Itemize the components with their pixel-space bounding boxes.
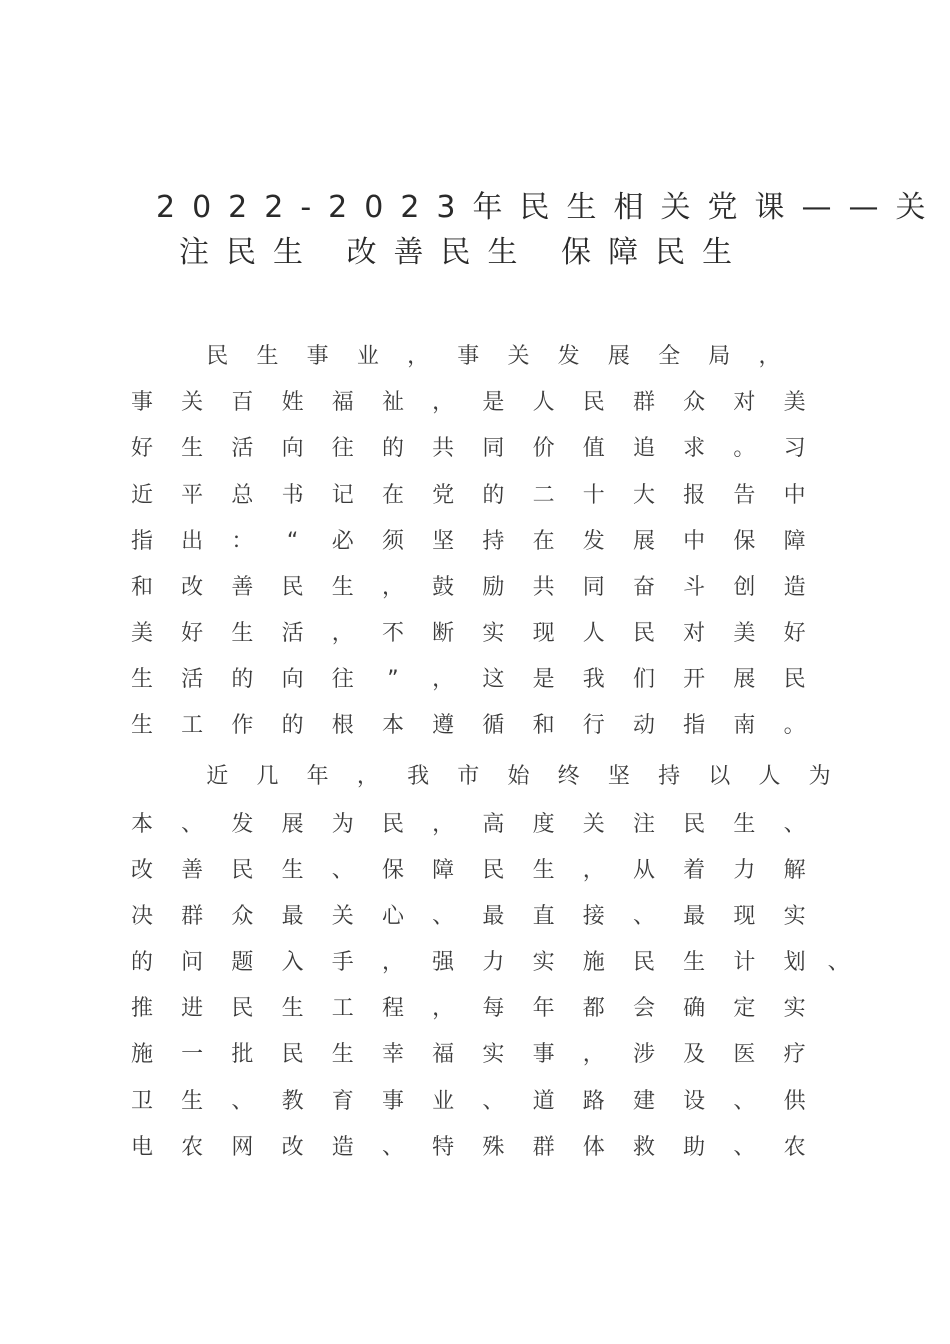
- text-char: 党: [432, 483, 455, 508]
- text-char: 持: [658, 764, 681, 789]
- text-char: 每: [482, 996, 505, 1021]
- text-char: 、: [381, 1135, 404, 1160]
- text-char: 、: [733, 1135, 756, 1160]
- text-char: 教: [281, 1089, 304, 1114]
- text-char: 事: [532, 1042, 555, 1067]
- text-char: 展: [281, 812, 304, 837]
- text-char: 、: [482, 1089, 505, 1114]
- text-char: 断: [432, 621, 455, 646]
- text-char: 中: [683, 529, 706, 554]
- text-char: 的: [381, 436, 404, 461]
- text-char: 现: [733, 904, 756, 929]
- text-char: 路: [582, 1089, 605, 1114]
- text-char: 题: [231, 950, 254, 975]
- text-char: 生: [231, 621, 254, 646]
- text-char: 往: [331, 667, 354, 692]
- text-char: 、: [432, 904, 455, 929]
- text-char: ，: [432, 390, 455, 415]
- text-char: 事: [457, 344, 480, 369]
- text-char: ，: [582, 1042, 605, 1067]
- text-char: 保: [733, 529, 756, 554]
- text-char: 改: [181, 575, 204, 600]
- text-char: 程: [381, 996, 404, 1021]
- text-char: 业: [432, 1089, 455, 1114]
- document-title-line-2: 注民生 改善民生 保障民生: [179, 235, 750, 270]
- text-char: 生: [331, 575, 354, 600]
- text-char: 共: [432, 436, 455, 461]
- text-char: 必: [331, 529, 354, 554]
- text-char: 求: [683, 436, 706, 461]
- text-char: 涉: [632, 1042, 655, 1067]
- text-char: 生: [733, 812, 756, 837]
- text-char: 美: [783, 390, 806, 415]
- text-char: 实: [783, 904, 806, 929]
- text-char: 手: [331, 950, 354, 975]
- text-char: 善: [181, 858, 204, 883]
- text-char: ，: [432, 996, 455, 1021]
- text-char: 。: [733, 436, 756, 461]
- text-char: 向: [281, 667, 304, 692]
- text-char: 幸: [381, 1042, 404, 1067]
- text-char: 近: [206, 764, 229, 789]
- text-char: 同: [482, 436, 505, 461]
- text-char: 好: [130, 436, 153, 461]
- text-char: 活: [181, 667, 204, 692]
- text-char: 生: [532, 858, 555, 883]
- text-char: 施: [582, 950, 605, 975]
- text-char: 最: [281, 904, 304, 929]
- text-char: 计: [733, 950, 756, 975]
- text-char: 们: [632, 667, 655, 692]
- text-char: 最: [482, 904, 505, 929]
- text-char: 民: [632, 621, 655, 646]
- text-char: 实: [532, 950, 555, 975]
- text-char: 南: [733, 713, 756, 738]
- text-char: 的: [231, 667, 254, 692]
- text-char: 好: [783, 621, 806, 646]
- text-char: 年: [306, 764, 329, 789]
- text-char: 几: [256, 764, 279, 789]
- text-char: 事: [381, 1089, 404, 1114]
- text-char: 对: [733, 390, 756, 415]
- text-char: 从: [632, 858, 655, 883]
- text-char: 本: [381, 713, 404, 738]
- text-char: 医: [733, 1042, 756, 1067]
- text-char: 现: [532, 621, 555, 646]
- text-char: 遵: [432, 713, 455, 738]
- text-char: 助: [683, 1135, 706, 1160]
- text-char: 书: [281, 483, 304, 508]
- text-char: 值: [582, 436, 605, 461]
- text-char: 高: [482, 812, 505, 837]
- text-char: 民: [582, 390, 605, 415]
- text-char: 祉: [381, 390, 404, 415]
- text-char: 民: [632, 950, 655, 975]
- text-char: 批: [231, 1042, 254, 1067]
- text-char: 建: [632, 1089, 655, 1114]
- text-char: 救: [632, 1135, 655, 1160]
- text-char: 、: [231, 1089, 254, 1114]
- text-char: 斗: [683, 575, 706, 600]
- text-char: 坚: [432, 529, 455, 554]
- text-char: 好: [181, 621, 204, 646]
- text-char: 的: [482, 483, 505, 508]
- text-char: 二: [532, 483, 555, 508]
- text-char: 民: [783, 667, 806, 692]
- text-char: “: [286, 529, 299, 554]
- text-char: 强: [432, 950, 455, 975]
- text-char: 度: [532, 812, 555, 837]
- text-char: 往: [331, 436, 354, 461]
- text-char: 保: [381, 858, 404, 883]
- text-char: 生: [181, 1089, 204, 1114]
- text-char: 在: [532, 529, 555, 554]
- text-char: 网: [231, 1135, 254, 1160]
- text-char: 生: [256, 344, 279, 369]
- text-char: 展: [607, 344, 630, 369]
- text-char: 发: [582, 529, 605, 554]
- text-char: 入: [281, 950, 304, 975]
- text-char: 十: [582, 483, 605, 508]
- text-char: 着: [683, 858, 706, 883]
- text-char: 同: [582, 575, 605, 600]
- text-char: 会: [632, 996, 655, 1021]
- text-char: 工: [331, 996, 354, 1021]
- text-char: 确: [683, 996, 706, 1021]
- text-char: 关: [181, 390, 204, 415]
- text-char: 展: [733, 667, 756, 692]
- text-char: 百: [231, 390, 254, 415]
- text-char: 、: [632, 904, 655, 929]
- text-char: 定: [733, 996, 756, 1021]
- text-char: 群: [532, 1135, 555, 1160]
- text-char: 关: [507, 344, 530, 369]
- text-char: 习: [783, 436, 806, 461]
- text-char: 、: [181, 812, 204, 837]
- text-char: 局: [708, 344, 731, 369]
- text-char: ”: [387, 667, 399, 692]
- text-char: 人: [758, 764, 781, 789]
- text-char: 民: [381, 812, 404, 837]
- text-char: 坚: [607, 764, 630, 789]
- text-char: 特: [432, 1135, 455, 1160]
- text-char: 、: [331, 858, 354, 883]
- text-char: ，: [331, 621, 354, 646]
- text-char: 障: [783, 529, 806, 554]
- text-char: 活: [281, 621, 304, 646]
- text-char: 我: [407, 764, 430, 789]
- text-char: 改: [130, 858, 153, 883]
- text-char: 大: [632, 483, 655, 508]
- text-char: 须: [381, 529, 404, 554]
- text-char: 直: [532, 904, 555, 929]
- text-char: 殊: [482, 1135, 505, 1160]
- text-char: 生: [281, 858, 304, 883]
- text-char: 供: [783, 1089, 806, 1114]
- text-char: 障: [432, 858, 455, 883]
- text-char: 姓: [281, 390, 304, 415]
- text-char: 向: [281, 436, 304, 461]
- text-char: 指: [130, 529, 153, 554]
- text-char: 工: [181, 713, 204, 738]
- text-char: ，: [381, 950, 404, 975]
- text-char: 解: [783, 858, 806, 883]
- text-char: 造: [331, 1135, 354, 1160]
- text-char: 指: [683, 713, 706, 738]
- text-char: 决: [130, 904, 153, 929]
- text-char: 作: [231, 713, 254, 738]
- text-char: 市: [457, 764, 480, 789]
- text-char: 不: [381, 621, 404, 646]
- text-char: 奋: [632, 575, 655, 600]
- text-char: 共: [532, 575, 555, 600]
- text-char: 我: [582, 667, 605, 692]
- text-char: 善: [231, 575, 254, 600]
- text-char: ，: [758, 344, 781, 369]
- text-char: 力: [733, 858, 756, 883]
- text-char: 生: [683, 950, 706, 975]
- text-char: 关: [331, 904, 354, 929]
- text-char: 体: [582, 1135, 605, 1160]
- text-char: 众: [231, 904, 254, 929]
- text-char: 生: [331, 1042, 354, 1067]
- text-char: 、: [733, 1089, 756, 1114]
- text-char: 民: [281, 1042, 304, 1067]
- text-char: 以: [708, 764, 731, 789]
- text-char: 农: [181, 1135, 204, 1160]
- text-char: 年: [532, 996, 555, 1021]
- text-char: 注: [632, 812, 655, 837]
- text-char: 民: [206, 344, 229, 369]
- text-char: 事: [130, 390, 153, 415]
- text-char: 活: [231, 436, 254, 461]
- text-char: 实: [482, 621, 505, 646]
- text-char: 电: [130, 1135, 153, 1160]
- text-char: 动: [632, 713, 655, 738]
- text-char: 设: [683, 1089, 706, 1114]
- text-char: 的: [281, 713, 304, 738]
- text-char: 生: [181, 436, 204, 461]
- text-char: ，: [381, 575, 404, 600]
- text-char: 力: [482, 950, 505, 975]
- text-char: 生: [281, 996, 304, 1021]
- document-title-line-1: 2022-2023年民生相关党课——关: [156, 190, 943, 225]
- text-char: 业: [356, 344, 379, 369]
- text-char: 终: [557, 764, 580, 789]
- text-char: 接: [582, 904, 605, 929]
- text-char: 民: [482, 858, 505, 883]
- text-char: 育: [331, 1089, 354, 1114]
- text-char: 为: [808, 764, 831, 789]
- text-char: ，: [582, 858, 605, 883]
- text-char: 是: [482, 390, 505, 415]
- text-char: 报: [683, 483, 706, 508]
- text-char: 福: [331, 390, 354, 415]
- text-char: 及: [683, 1042, 706, 1067]
- text-char: 造: [783, 575, 806, 600]
- text-char: 划: [783, 950, 806, 975]
- text-char: 实: [783, 996, 806, 1021]
- text-char: 在: [381, 483, 404, 508]
- text-char: 持: [482, 529, 505, 554]
- text-char: 事: [306, 344, 329, 369]
- text-char: 最: [683, 904, 706, 929]
- text-char: 追: [632, 436, 655, 461]
- text-char: 实: [482, 1042, 505, 1067]
- text-char: 民: [683, 812, 706, 837]
- text-char: 道: [532, 1089, 555, 1114]
- text-char: ，: [432, 812, 455, 837]
- text-char: 关: [582, 812, 605, 837]
- text-char: 本: [130, 812, 153, 837]
- text-char: 是: [532, 667, 555, 692]
- text-char: 众: [683, 390, 706, 415]
- text-char: 都: [582, 996, 605, 1021]
- text-char: 问: [181, 950, 204, 975]
- text-char: 人: [532, 390, 555, 415]
- text-char: 行: [582, 713, 605, 738]
- text-char: 平: [181, 483, 204, 508]
- text-char: 。: [783, 713, 806, 738]
- text-char: 告: [733, 483, 756, 508]
- text-char: 开: [683, 667, 706, 692]
- text-char: 心: [381, 904, 404, 929]
- text-char: 总: [231, 483, 254, 508]
- text-char: 始: [507, 764, 530, 789]
- text-char: 一: [181, 1042, 204, 1067]
- text-char: 卫: [130, 1089, 153, 1114]
- text-char: 中: [783, 483, 806, 508]
- text-char: 民: [231, 996, 254, 1021]
- text-char: 生: [130, 667, 153, 692]
- text-char: 出: [181, 529, 204, 554]
- text-char: 和: [532, 713, 555, 738]
- text-char: 价: [532, 436, 555, 461]
- text-char: 展: [632, 529, 655, 554]
- text-char: 群: [632, 390, 655, 415]
- text-char: 美: [733, 621, 756, 646]
- text-char: 近: [130, 483, 153, 508]
- text-char: 推: [130, 996, 153, 1021]
- text-char: 施: [130, 1042, 153, 1067]
- text-char: ，: [407, 344, 430, 369]
- text-char: 这: [482, 667, 505, 692]
- text-char: 农: [783, 1135, 806, 1160]
- text-char: 群: [181, 904, 204, 929]
- text-char: 、: [783, 812, 806, 837]
- text-char: 全: [658, 344, 681, 369]
- text-char: 改: [281, 1135, 304, 1160]
- text-char: 疗: [783, 1042, 806, 1067]
- text-char: 记: [331, 483, 354, 508]
- text-char: 对: [683, 621, 706, 646]
- text-char: 美: [130, 621, 153, 646]
- text-char: 发: [557, 344, 580, 369]
- text-char: 为: [331, 812, 354, 837]
- text-char: 励: [482, 575, 505, 600]
- text-char: 创: [733, 575, 756, 600]
- text-char: 鼓: [432, 575, 455, 600]
- text-char: 进: [181, 996, 204, 1021]
- text-char: 、: [827, 950, 850, 975]
- text-char: 福: [432, 1042, 455, 1067]
- text-char: 根: [331, 713, 354, 738]
- text-char: ，: [356, 764, 379, 789]
- text-char: 的: [130, 950, 153, 975]
- text-char: ：: [231, 529, 254, 554]
- text-char: 生: [130, 713, 153, 738]
- text-char: 民: [231, 858, 254, 883]
- text-char: ，: [432, 667, 455, 692]
- text-char: 发: [231, 812, 254, 837]
- text-char: 和: [130, 575, 153, 600]
- text-char: 民: [281, 575, 304, 600]
- text-char: 人: [582, 621, 605, 646]
- text-char: 循: [482, 713, 505, 738]
